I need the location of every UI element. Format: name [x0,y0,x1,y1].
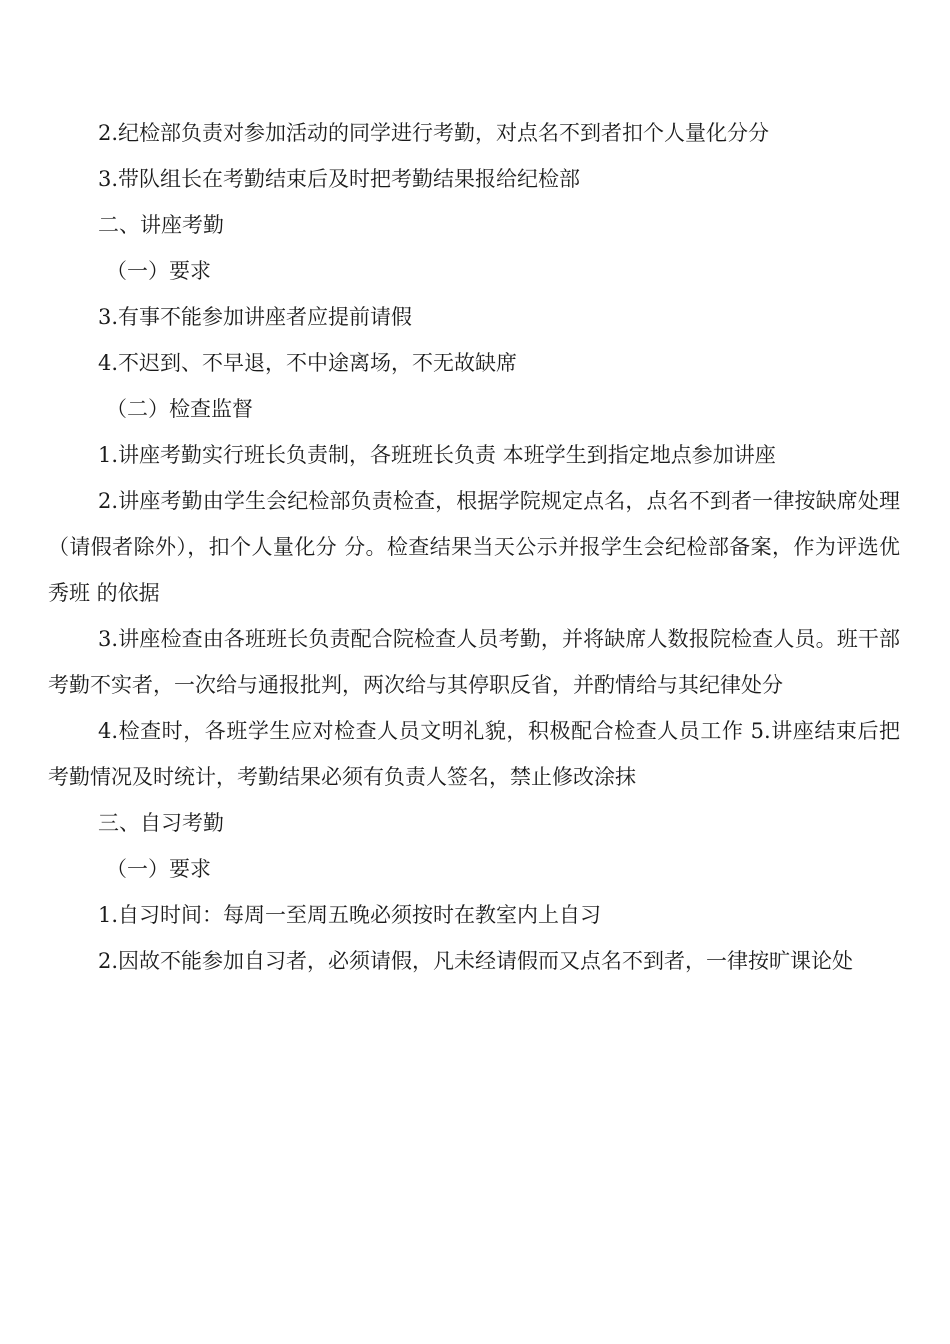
section-heading-lecture-attendance: 二、讲座考勤 [98,213,224,237]
paragraph-report-results: 3.带队组长在考勤结束后及时把考勤结果报给纪检部 [98,167,581,191]
paragraph-discipline-check: 2.讲座考勤由学生会纪检部负责检查，根据学院规定点名，点名不到者一律按缺席处理（请假者除外），扣个人量化分 分。检查结果当天公示并报学生会纪检部备案，作为评选优秀班 的依据 [48,489,900,605]
paragraph-attendance-deduction: 2.纪检部负责对参加活动的同学进行考勤，对点名不到者扣个人量化分分 [98,121,770,145]
paragraph-leave-request: 3.有事不能参加讲座者应提前请假 [98,305,413,329]
subsection-heading-self-study-requirements: （一）要求 [106,857,211,881]
paragraph-self-study-time: 1.自习时间：每周一至周五晚必须按时在教室内上自习 [98,903,602,927]
paragraph-class-cadre: 3.讲座检查由各班班长负责配合院检查人员考勤，并将缺席人数报院检查人员。班干部考勤不实者，一次给与通报批判，两次给与其停职反省，并酌情给与其纪律处分 [48,627,900,697]
section-heading-self-study: 三、自习考勤 [98,811,224,835]
paragraph-monitor-responsibility: 1.讲座考勤实行班长负责制，各班班长负责 本班学生到指定地点参加讲座 [98,443,776,467]
paragraph-cooperation: 4.检查时，各班学生应对检查人员文明礼貌，积极配合检查人员工作 5.讲座结束后把考勤情况及时统计，考勤结果必须有负责人签名，禁止修改涂抹 [48,719,900,789]
document-page [48,110,900,984]
subsection-heading-requirements: （一）要求 [106,259,211,283]
paragraph-absence-rule: 2.因故不能参加自习者，必须请假，凡未经请假而又点名不到者，一律按旷课论处 [98,949,854,973]
subsection-heading-inspection: （二）检查监督 [106,397,253,421]
paragraph-no-lateness: 4.不迟到、不早退，不中途离场，不无故缺席 [98,351,518,375]
